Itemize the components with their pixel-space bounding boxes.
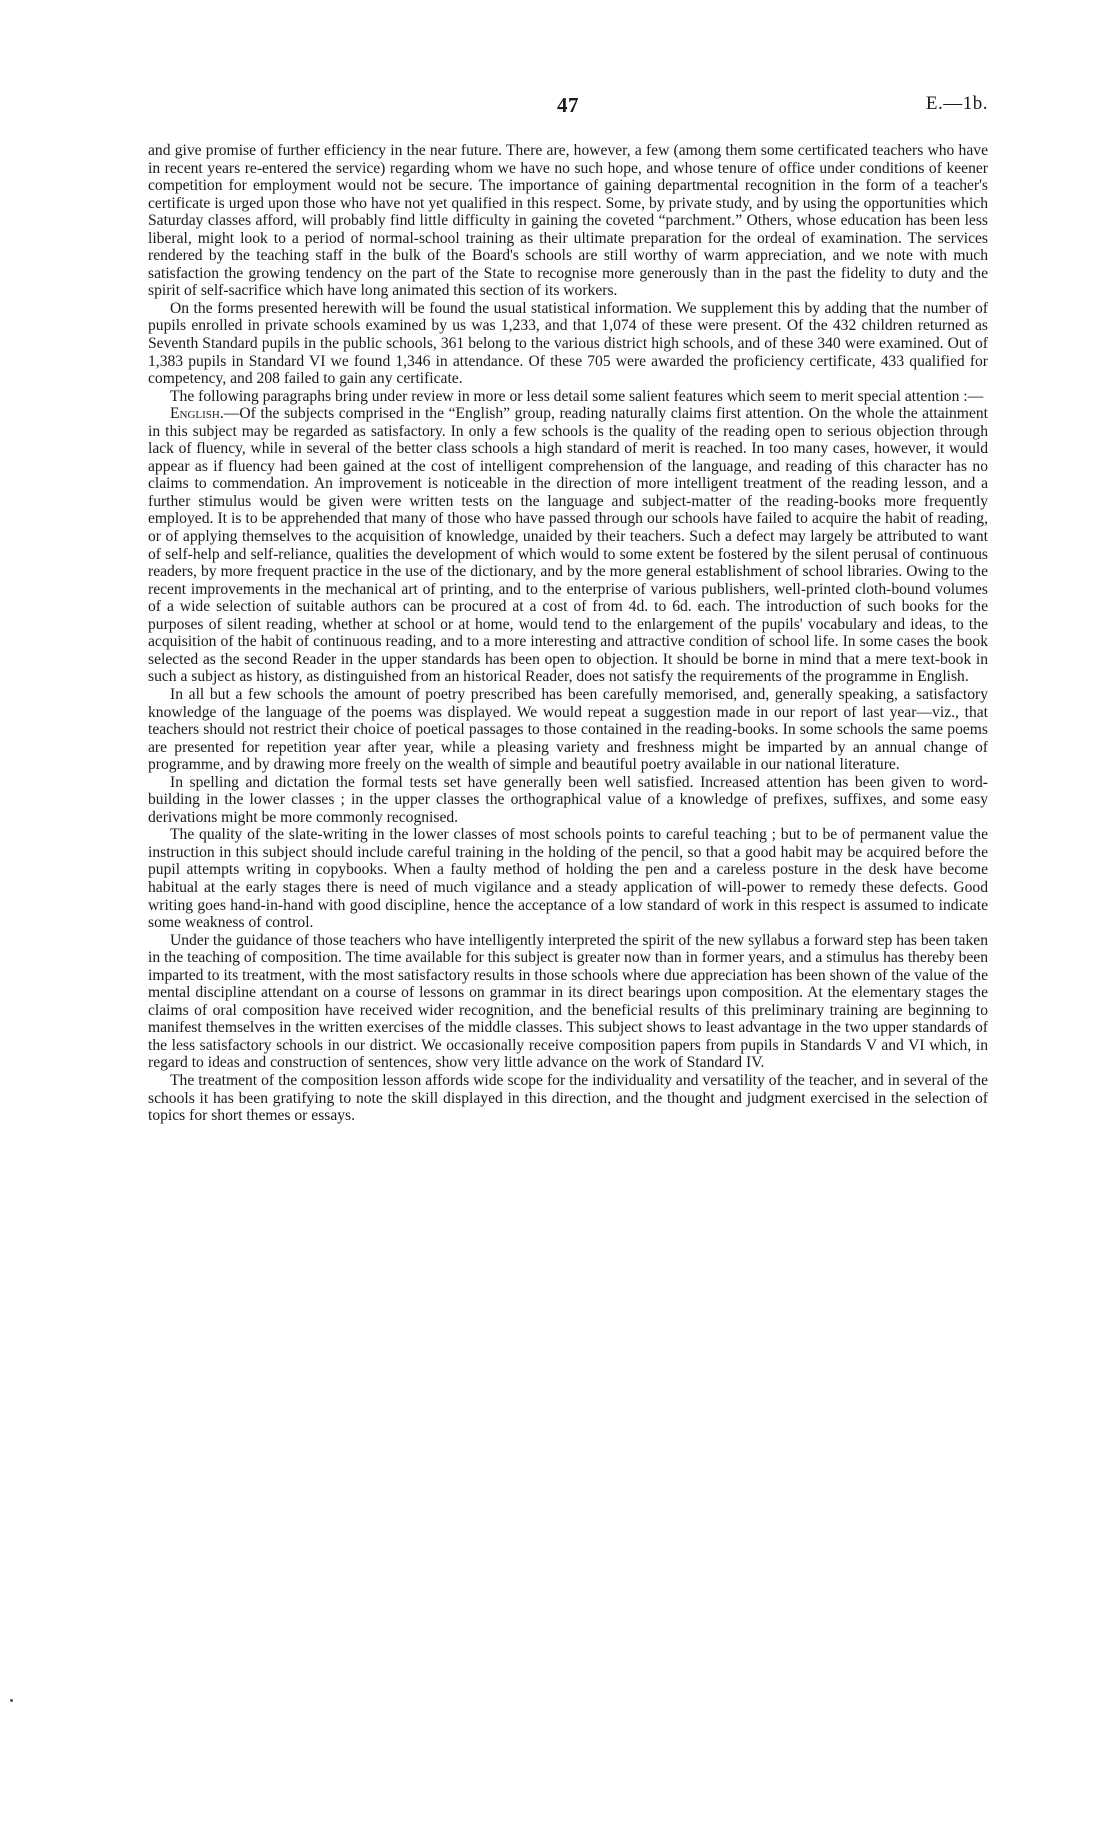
margin-speck <box>10 1699 13 1702</box>
section-heading-english: English.— <box>170 405 240 423</box>
paragraph-composition-lesson: The treatment of the composition lesson affords wide scope for the individuality and versatility of the teacher, and in several of the schools it has been gratifying to note the skill displayed in this direction, and the thought and judgment exercised in the selection of topics for short themes or essays. <box>148 1071 988 1125</box>
paragraph-english-reading <box>148 405 988 686</box>
paragraph-english-reading-text: Of the subjects comprised in the “English” group, reading naturally claims first attention. On the whole the attainment in this subject may be regarded as satisfactory. In only a few schools is the quality of the reading open to serious objection through lack of fluency, while in several of the better class schools a high standard of merit is reached. In too many cases, however, it would appear as if fluency had been gained at the cost of intelligent comprehension of the language, and reading of this character has no claims to commendation. An improvement is noticeable in the direction of more intelligent treatment of the reading lesson, and a further stimulus would be given were written tests on the language and subject-matter of the reading-books more frequently employed. It is to be apprehended that many of those who have passed through our schools have failed to acquire the habit of reading, or of applying themselves to the acquisition of knowledge, unaided by their teachers. Such a defect may largely be attributed to want of self-help and self-reliance, qualities the development of which would to some extent be fostered by the silent perusal of continuous readers, by more frequent practice in the use of the dictionary, and by the more general establishment of school libraries. Owing to the recent improvements in the mechanical art of printing, and to the enterprise of various publishers, well-printed cloth-bound volumes of a wide selection of suitable authors can be procured at a cost of from 4d. to 6d. each. The introduction of such books for the purposes of silent reading, whether at school or at home, would tend to the enlargement of the pupils' vocabulary and ideas, to the acquisition of the habit of continuous reading, and to a more interesting and attractive condition of school life. In some cases the book selected as the second Reader in the upper standards has been open to objection. It should be borne in mind that a mere text-book in such a subject as history, as distinguished from an historical Reader, does not satisfy the requirements of the programme in English. <box>148 405 988 686</box>
paragraph-staff-efficiency: and give promise of further efficiency in the near future. There are, however, a few (among them some certificated teachers who have in recent years re-entered the service) regarding whom we have no such hope, and whose tenure of office under conditions of keener competition for employment would not be secure. The importance of gaining departmental recognition in the form of a teacher's certificate is urged upon those who have not yet qualified in this respect. Some, by private study, and by using the opportunities which Saturday classes afford, will probably find little difficulty in gaining the coveted “parchment.” Others, whose education has been less liberal, might look to a period of normal-school training as their ultimate preparation for the ordeal of examination. The services rendered by the teaching staff in the bulk of the Board's schools are still worthy of warm appreciation, and we note with much satisfaction the growing tendency on the part of the State to recognise more generously than in the past the fidelity to duty and the spirit of self-sacrifice which have long animated this section of its workers. <box>148 142 988 300</box>
paragraph-writing: The quality of the slate-writing in the lower classes of most schools points to careful teaching ; but to be of permanent value the instruction in this subject should include careful training in the holding of the pencil, so that a good habit may be acquired before the pupil attempts writing in copybooks. When a faulty method of holding the pen and a careless posture in the desk have become habitual at the early stages there is need of much vigilance and a steady application of will-power to remedy these defects. Good writing goes hand-in-hand with good discipline, hence the acceptance of a low standard of work in this respect is assumed to indicate some weakness of control. <box>148 826 988 932</box>
page-number: 47 <box>557 93 579 117</box>
page-header <box>148 93 988 123</box>
paragraph-spelling: In spelling and dictation the formal tests set have generally been well satisfied. Increased attention has been given to word-building in the lower classes ; in the upper classes the orthographical value of a knowledge of prefixes, suffixes, and some easy derivations might be more commonly recognised. <box>148 773 988 826</box>
paragraph-composition: Under the guidance of those teachers who have intelligently interpreted the spirit of the new syllabus a forward step has been taken in the teaching of composition. The time available for this subject is greater now than in former years, and a stimulus has thereby been imparted to its treatment, with the most satisfactory results in those schools where due appreciation has been shown of the value of the mental discipline attendant on a course of lessons on grammar in its direct bearings upon composition. At the elementary stages the claims of oral composition have received wider recognition, and the beneficial results of this preliminary training are beginning to manifest themselves in the written exercises of the middle classes. This subject shows to least advantage in the two upper standards of the less satisfactory schools in our district. We occasionally receive composition papers from pupils in Standards V and VI which, in regard to ideas and construction of sentences, show very little advance on the work of Standard IV. <box>148 931 988 1072</box>
report-body <box>148 142 988 1125</box>
paragraph-statistics: On the forms presented herewith will be found the usual statistical information. We supplement this by adding that the number of pupils enrolled in private schools examined by us was 1,233, and that 1,074 of these were present. Of the 432 children returned as Seventh Standard pupils in the public schools, 361 belong to the various district high schools, and of these 340 were examined. Out of 1,383 pupils in Standard VI we found 1,346 in attendance. Of these 705 were awarded the proficiency certificate, 433 qualified for competency, and 208 failed to gain any certificate. <box>148 299 988 388</box>
document-reference: E.—1b. <box>925 93 988 114</box>
paragraph-poetry: In all but a few schools the amount of poetry prescribed has been carefully memorised, and, generally speaking, a satisfactory knowledge of the language of the poems was displayed. We would repeat a suggestion made in our report of last year—viz., that teachers should not restrict their choice of poetical passages to those contained in the reading-books. In some schools the same poems are presented for repetition year after year, while a pleasing variety and freshness might be imparted by an annual change of programme, and by drawing more freely on the wealth of simple and beautiful poetry available in our national literature. <box>148 685 988 774</box>
paragraph-review-intro: The following paragraphs bring under review in more or less detail some salient features which seem to merit special attention :— <box>170 387 984 405</box>
